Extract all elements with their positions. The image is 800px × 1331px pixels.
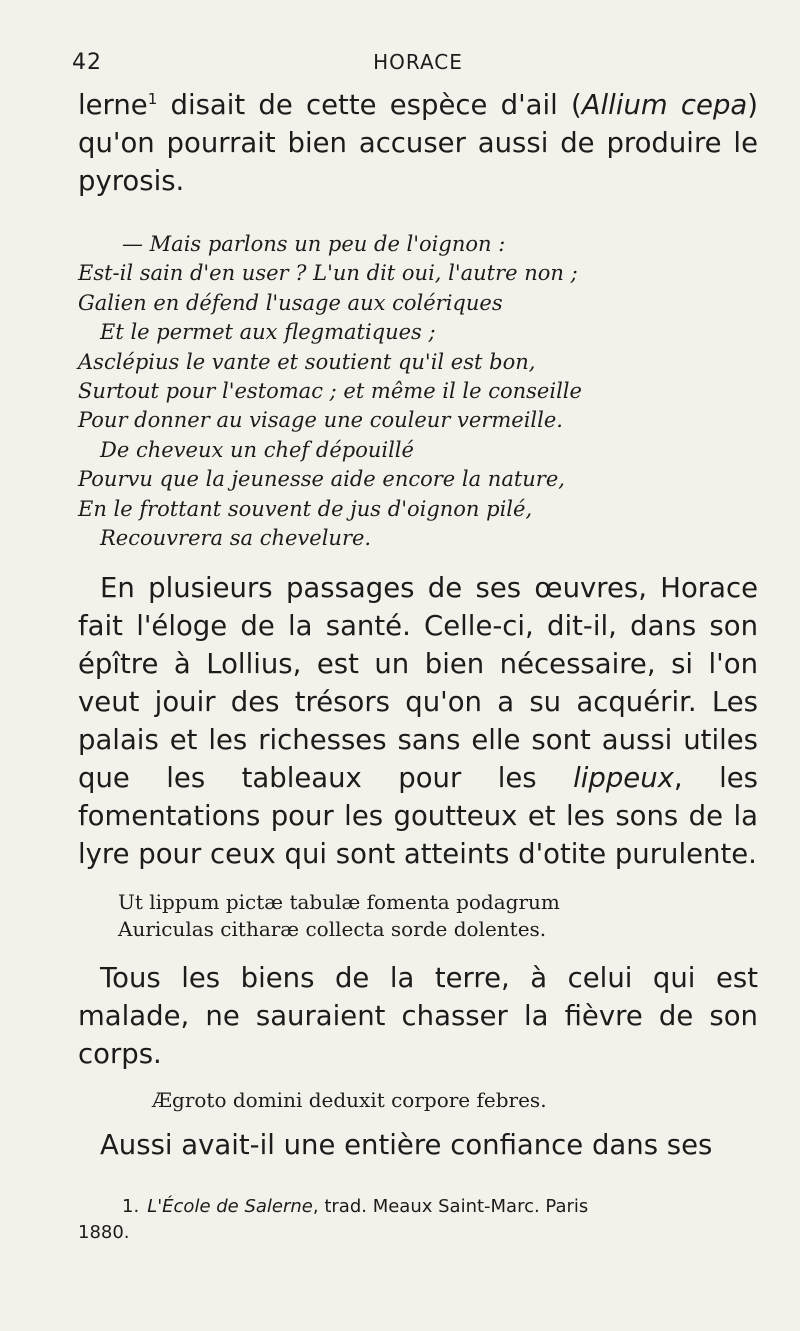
- footnote-book-title: L'École de Salerne: [147, 1196, 313, 1218]
- paragraph-health-text: En plusieurs passages de ses œuvres, Horace fait l'éloge de la santé. Celle-ci, dit-il, dans son épître à Lollius, est un bien nécessaire, si l'on veut jouir des trésors qu'on a su acquérir. Les palais et les richesses sans elle sont aussi utiles que les tableaux pour les: [78, 572, 758, 795]
- opening-paragraph: [78, 86, 758, 200]
- running-title: HORACE: [373, 50, 463, 74]
- book-page: [72, 40, 758, 1310]
- poem-line: — Mais parlons un peu de l'oignon :: [122, 232, 506, 256]
- page-header: [72, 40, 758, 80]
- poem-line: Surtout pour l'estomac ; et même il le conseille: [78, 379, 582, 404]
- latin-quotation-fever: [152, 1087, 758, 1114]
- footnote-citation: , trad. Meaux Saint-Marc. Paris: [312, 1196, 589, 1218]
- paragraph-health: [78, 569, 758, 873]
- poem-line: Pourvu que la jeunesse aide encore la nature,: [78, 467, 565, 492]
- poem-line: Pour donner au visage une couleur vermeille.: [78, 408, 563, 433]
- footnote: [78, 1194, 758, 1246]
- poem-line: Recouvrera sa chevelure.: [100, 526, 372, 551]
- paragraph-fever: Tous les biens de la terre, à celui qui est malade, ne sauraient chasser la fièvre de son corps.: [78, 962, 758, 1071]
- opening-text-paren: ): [747, 89, 758, 121]
- paragraph-health-text-end: , les fomentations pour les goutteux et les sons de la lyre pour ceux qui sont atteints d'otite purulente.: [78, 762, 758, 871]
- footnote-year: 1880.: [78, 1222, 130, 1244]
- opening-text-middle: disait de cette espèce d'ail (: [157, 89, 582, 121]
- latin-species-name: Allium cepa: [581, 89, 748, 121]
- poem-line: En le frottant souvent de jus d'oignon pilé,: [78, 496, 533, 521]
- latin-line: Ut lippum pictæ tabulæ fomenta podagrum: [118, 890, 560, 915]
- opening-text-rest: qu'on pourrait bien accuser aussi de produire le pyrosis.: [78, 127, 758, 197]
- latin-quotation: [118, 889, 758, 943]
- poem-line: Asclépius le vante et soutient qu'il est bon,: [78, 349, 536, 374]
- footnote-number: 1.: [122, 1196, 140, 1218]
- poem-line: Et le permet aux flegmatiques ;: [100, 320, 436, 345]
- poem-block: [78, 230, 758, 553]
- poem-line: Est-il sain d'en user ? L'un dit oui, l'autre non ;: [78, 261, 578, 286]
- paragraph-confidence: Aussi avait-il une entière confiance dans ses: [100, 1129, 713, 1162]
- opening-text-start: lerne: [78, 89, 148, 121]
- latin-line: Ægroto domini deduxit corpore febres.: [152, 1088, 547, 1113]
- page-number: 42: [72, 50, 102, 75]
- poem-line: De cheveux un chef dépouillé: [100, 437, 414, 462]
- latin-line: Auriculas citharæ collecta sorde dolentes.: [118, 917, 547, 942]
- footnote-reference: 1: [147, 89, 158, 108]
- italic-word-lippeux: lippeux: [573, 762, 674, 795]
- poem-line: Galien en défend l'usage aux colériques: [78, 290, 503, 315]
